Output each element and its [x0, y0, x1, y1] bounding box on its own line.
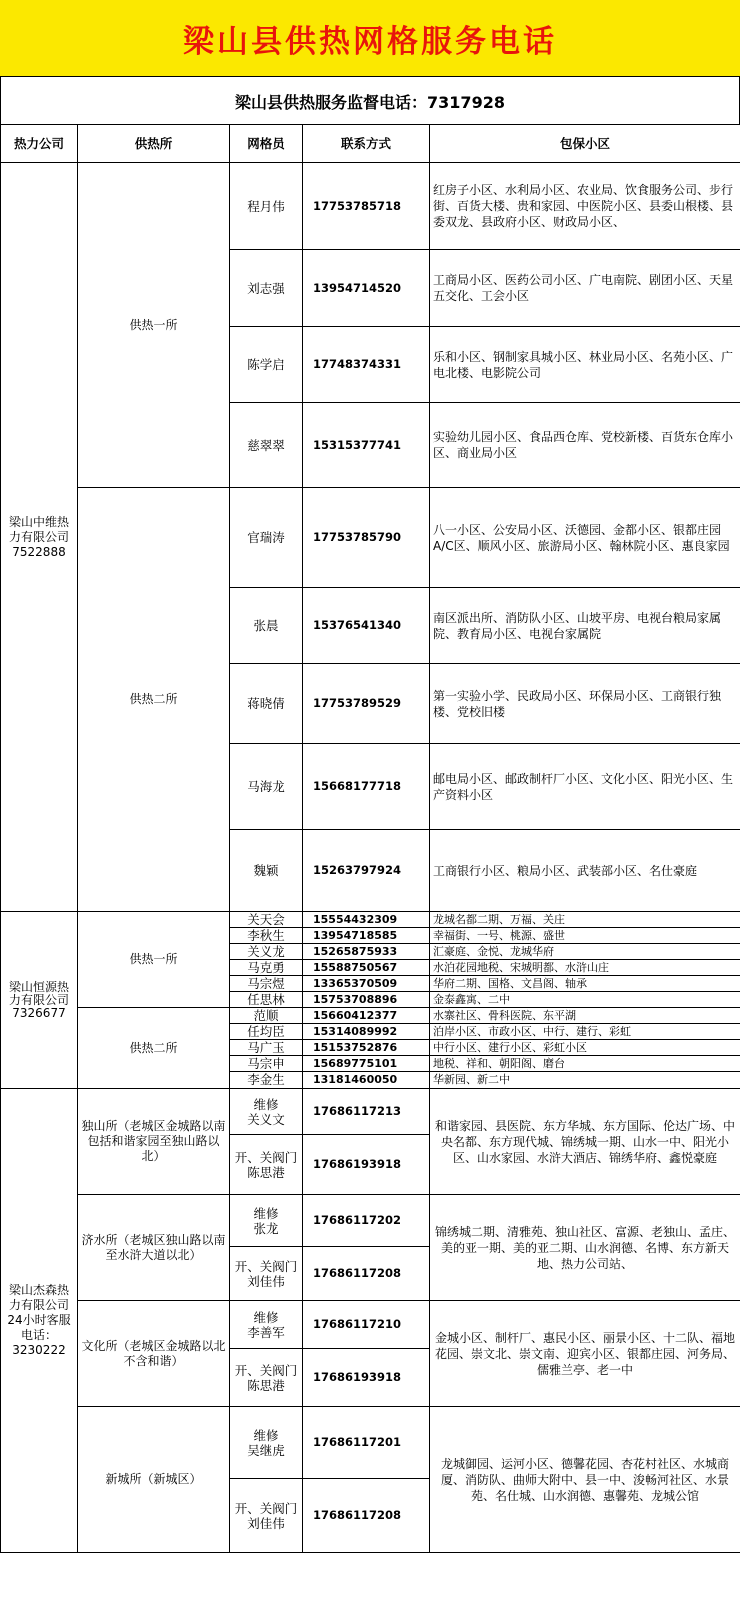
phone-number[interactable]: 17686117213: [303, 1089, 430, 1135]
header-area: 包保小区: [430, 125, 740, 163]
gridworker-name: 维修 李善军: [230, 1301, 303, 1349]
gridworker-name: 维修 吴继虎: [230, 1407, 303, 1479]
phone-number[interactable]: 15753708896: [303, 992, 430, 1008]
station-cell: 供热一所: [78, 163, 230, 488]
station-cell: 独山所（老城区金城路以南包括和谐家园至独山路以北）: [78, 1089, 230, 1195]
gridworker-name: 关义龙: [230, 944, 303, 960]
company-cell: 梁山中维热力有限公司7522888: [1, 163, 78, 912]
station-cell: 文化所（老城区金城路以北不含和谐）: [78, 1301, 230, 1407]
phone-number[interactable]: 15554432309: [303, 912, 430, 928]
area-cell: 华新园、新二中: [430, 1072, 740, 1089]
area-cell: 工商银行小区、粮局小区、武装部小区、名仕豪庭: [430, 830, 740, 912]
phone-number[interactable]: 17748374331: [303, 327, 430, 403]
phone-number[interactable]: 13954714520: [303, 250, 430, 327]
phone-number[interactable]: 15660412377: [303, 1008, 430, 1024]
area-cell: 实验幼儿园小区、食品西仓库、党校新楼、百货东仓库小区、商业局小区: [430, 403, 740, 488]
area-cell: 泊岸小区、市政小区、中行、建行、彩虹: [430, 1024, 740, 1040]
table-row: [1, 488, 740, 588]
phone-number[interactable]: 13181460050: [303, 1072, 430, 1089]
table-row: [1, 912, 740, 928]
gridworker-name: 马广玉: [230, 1040, 303, 1056]
gridworker-name: 开、关阀门 刘佳伟: [230, 1479, 303, 1553]
area-cell: 地税、祥和、朝阳阁、磨台: [430, 1056, 740, 1072]
phone-number[interactable]: 17686193918: [303, 1135, 430, 1195]
area-cell: 乐和小区、钢制家具城小区、林业局小区、名苑小区、广电北楼、电影院公司: [430, 327, 740, 403]
gridworker-name: 范顺: [230, 1008, 303, 1024]
gridworker-name: 魏颖: [230, 830, 303, 912]
gridworker-name: 开、关阀门 陈思港: [230, 1135, 303, 1195]
area-cell: 龙城名都二期、万福、关庄: [430, 912, 740, 928]
phone-number[interactable]: 15314089992: [303, 1024, 430, 1040]
header-station: 供热所: [78, 125, 230, 163]
station-cell: 新城所（新城区）: [78, 1407, 230, 1553]
phone-number[interactable]: 17686117202: [303, 1195, 430, 1247]
gridworker-name: 关天会: [230, 912, 303, 928]
area-cell: 水寨社区、骨科医院、东平湖: [430, 1008, 740, 1024]
gridworker-name: 维修 关义文: [230, 1089, 303, 1135]
area-cell: 第一实验小学、民政局小区、环保局小区、工商银行独楼、党校旧楼: [430, 664, 740, 744]
gridworker-name: 程月伟: [230, 163, 303, 250]
table-row: [1, 1008, 740, 1024]
phone-number[interactable]: 15588750567: [303, 960, 430, 976]
phone-number[interactable]: 17686117210: [303, 1301, 430, 1349]
area-cell: 水泊花园地税、宋城明都、水浒山庄: [430, 960, 740, 976]
phone-number[interactable]: 15315377741: [303, 403, 430, 488]
table-row: [1, 1407, 740, 1479]
company-cell: 梁山杰森热力有限公司24小时客服电话：3230222: [1, 1089, 78, 1553]
area-cell: 南区派出所、消防队小区、山坡平房、电视台粮局家属院、教育局小区、电视台家属院: [430, 588, 740, 664]
table-row: [1, 1301, 740, 1349]
phone-number[interactable]: 17686117201: [303, 1407, 430, 1479]
gridworker-name: 官瑞涛: [230, 488, 303, 588]
gridworker-name: 任均臣: [230, 1024, 303, 1040]
table-row: [1, 1195, 740, 1247]
gridworker-name: 蒋晓倩: [230, 664, 303, 744]
header-contact: 联系方式: [303, 125, 430, 163]
table-row: [1, 1089, 740, 1135]
page-title: 梁山县供热网格服务电话: [0, 0, 740, 76]
gridworker-name: 马克勇: [230, 960, 303, 976]
gridworker-name: 马海龙: [230, 744, 303, 830]
area-cell: 八一小区、公安局小区、沃德园、金都小区、银都庄园A/C区、顺风小区、旅游局小区、翰林院小区、惠良家园: [430, 488, 740, 588]
service-table: [0, 124, 740, 1553]
area-cell: 和谐家园、县医院、东方华城、东方国际、伦达广场、中央名都、东方现代城、锦绣城一期、山水一中、阳光小区、山水家园、水浒大酒店、锦绣华府、鑫悦豪庭: [430, 1089, 740, 1195]
area-cell: 红房子小区、水利局小区、农业局、饮食服务公司、步行街、百货大楼、贵和家园、中医院小区、县委山根楼、县委双龙、县政府小区、财政局小区、: [430, 163, 740, 250]
gridworker-name: 李金生: [230, 1072, 303, 1089]
phone-number[interactable]: 17686117208: [303, 1479, 430, 1553]
gridworker-name: 马宗申: [230, 1056, 303, 1072]
gridworker-name: 开、关阀门 陈思港: [230, 1349, 303, 1407]
supervision-phone: 梁山县供热服务监督电话：7317928: [0, 76, 740, 125]
area-cell: 汇豪庭、金悦、龙城华府: [430, 944, 740, 960]
phone-number[interactable]: 17753785718: [303, 163, 430, 250]
area-cell: 幸福街、一号、桃源、盛世: [430, 928, 740, 944]
phone-number[interactable]: 15668177718: [303, 744, 430, 830]
phone-number[interactable]: 15376541340: [303, 588, 430, 664]
area-cell: 锦绣城二期、清雅苑、独山社区、富源、老独山、孟庄、美的亚一期、美的亚二期、山水润德、名博、东方新天地、热力公司站、: [430, 1195, 740, 1301]
area-cell: 龙城御园、运河小区、德馨花园、杏花村社区、水城商厦、消防队、曲师大附中、县一中、浚畅河社区、水景苑、名仕城、山水润德、惠馨苑、龙城公馆: [430, 1407, 740, 1553]
phone-number[interactable]: 17686117208: [303, 1247, 430, 1301]
company-cell: 梁山恒源热力有限公司7326677: [1, 912, 78, 1089]
header-gridworker: 网格员: [230, 125, 303, 163]
table-header-row: [1, 125, 740, 163]
phone-number[interactable]: 17753789529: [303, 664, 430, 744]
phone-number[interactable]: 15153752876: [303, 1040, 430, 1056]
phone-number[interactable]: 17686193918: [303, 1349, 430, 1407]
phone-number[interactable]: 15689775101: [303, 1056, 430, 1072]
header-company: 热力公司: [1, 125, 78, 163]
area-cell: 华府二期、国格、文昌阁、轴承: [430, 976, 740, 992]
gridworker-name: 维修 张龙: [230, 1195, 303, 1247]
gridworker-name: 刘志强: [230, 250, 303, 327]
station-cell: 济水所（老城区独山路以南至水浒大道以北）: [78, 1195, 230, 1301]
gridworker-name: 陈学启: [230, 327, 303, 403]
area-cell: 工商局小区、医药公司小区、广电南院、剧团小区、天星五交化、工会小区: [430, 250, 740, 327]
gridworker-name: 张晨: [230, 588, 303, 664]
phone-number[interactable]: 13365370509: [303, 976, 430, 992]
phone-number[interactable]: 13954718585: [303, 928, 430, 944]
station-cell: 供热一所: [78, 912, 230, 1008]
area-cell: 中行小区、建行小区、彩虹小区: [430, 1040, 740, 1056]
gridworker-name: 李秋生: [230, 928, 303, 944]
gridworker-name: 任思林: [230, 992, 303, 1008]
station-cell: 供热二所: [78, 488, 230, 912]
gridworker-name: 马宗煜: [230, 976, 303, 992]
phone-number[interactable]: 15263797924: [303, 830, 430, 912]
area-cell: 金城小区、制杆厂、惠民小区、丽景小区、十二队、福地花园、崇文北、崇文南、迎宾小区、银都庄园、河务局、儒雅兰亭、老一中: [430, 1301, 740, 1407]
gridworker-name: 开、关阀门 刘佳伟: [230, 1247, 303, 1301]
gridworker-name: 慈翠翠: [230, 403, 303, 488]
table-row: [1, 163, 740, 250]
area-cell: 金泰鑫寓、二中: [430, 992, 740, 1008]
area-cell: 邮电局小区、邮政制杆厂小区、文化小区、阳光小区、生产资料小区: [430, 744, 740, 830]
station-cell: 供热二所: [78, 1008, 230, 1089]
phone-number[interactable]: 17753785790: [303, 488, 430, 588]
phone-number[interactable]: 15265875933: [303, 944, 430, 960]
